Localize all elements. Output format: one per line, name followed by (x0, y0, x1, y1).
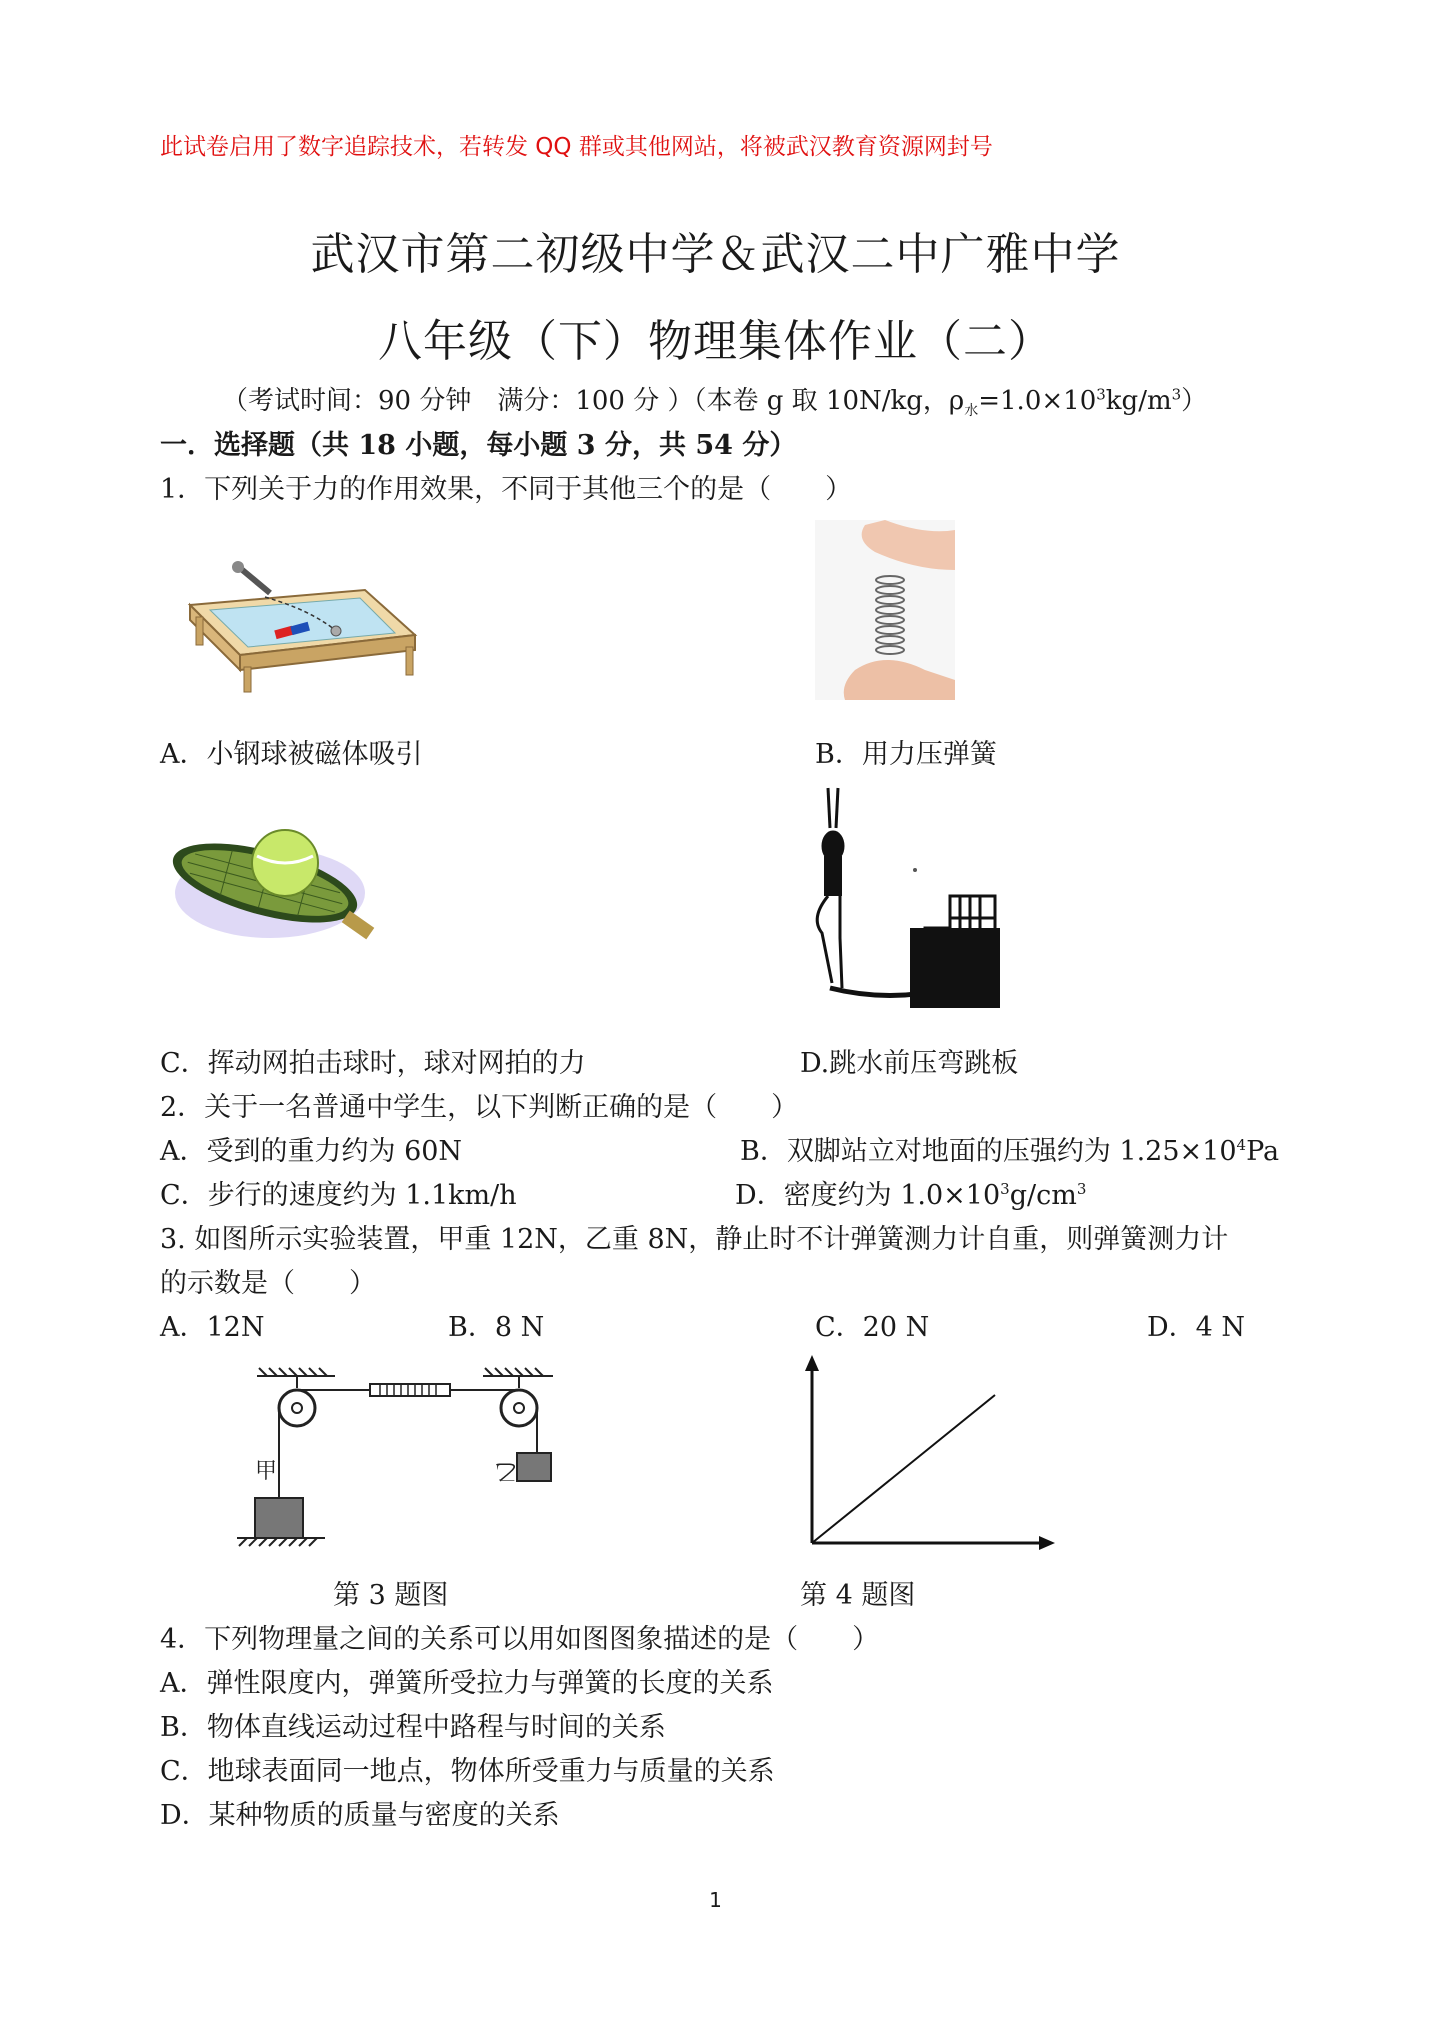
tennis-racket-image (165, 818, 380, 958)
q3-stem-line1: 3. 如图所示实验装置，甲重 12N，乙重 8N，静止时不计弹簧测力计自重，则弹簧测力计 (160, 1224, 1229, 1255)
copyright-warning: 此试卷启用了数字追踪技术，若转发 QQ 群或其他网站，将被武汉教育资源网封号 (160, 134, 993, 160)
label-jia: 甲 (255, 1459, 278, 1484)
q2-option-d: D．密度约为 $1.0\times 10^3g/cm^3$ (735, 1180, 1087, 1211)
q3-option-d: D．4 N (1147, 1312, 1246, 1343)
exam-info: （考试时间：90 分钟 满分：100 分 ）（本卷 g 取 10N/kg，$\rho_水=1.0\times 10^3kg/m^3$） (222, 385, 1208, 420)
school-title: 武汉市第二初级中学＆武汉二中广雅中学 (310, 229, 1121, 280)
q4-option-d: D．某种物质的质量与密度的关系 (160, 1800, 560, 1831)
diving-board-image (800, 788, 1030, 1023)
q1-option-b: B．用力压弹簧 (815, 739, 997, 770)
assignment-title: 八年级（下）物理集体作业（二） (378, 316, 1053, 367)
magnet-table-image (180, 555, 420, 695)
spring-press-image (815, 520, 955, 700)
q4-stem: 4．下列物理量之间的关系可以用如图图象描述的是（ ） (160, 1624, 880, 1655)
q1-option-c: C．挥动网拍击球时，球对网拍的力 (160, 1048, 586, 1079)
q2-option-a: A．受到的重力约为 60N (160, 1136, 463, 1167)
q2-option-b: B．双脚站立对地面的压强约为 $1.25\times 10^4Pa$ (740, 1136, 1280, 1167)
label-yi: 乙 (494, 1458, 517, 1483)
q1-option-a: A．小钢球被磁体吸引 (160, 739, 423, 770)
q4-option-c: C．地球表面同一地点，物体所受重力与质量的关系 (160, 1756, 775, 1787)
q3-option-b: B．8 N (448, 1312, 545, 1343)
q1-stem: 1．下列关于力的作用效果，不同于其他三个的是（ ） (160, 474, 853, 505)
pulley-apparatus-figure (235, 1368, 565, 1563)
q3-stem-line2: 的示数是（ ） (160, 1268, 376, 1299)
q4-linear-graph (800, 1355, 1060, 1555)
q3-option-c: C．20 N (815, 1312, 930, 1343)
q2-option-c: C．步行的速度约为 1.1km/h (160, 1180, 517, 1211)
section-heading: 一．选择题（共 18 小题，每小题 3 分，共 54 分） (160, 430, 797, 461)
q4-option-a: A．弹性限度内，弹簧所受拉力与弹簧的长度的关系 (160, 1668, 774, 1699)
q1-option-d: D.跳水前压弯跳板 (800, 1048, 1019, 1079)
q3-option-a: A．12N (160, 1312, 265, 1343)
q4-option-b: B．物体直线运动过程中路程与时间的关系 (160, 1712, 666, 1743)
q3-figure-caption: 第 3 题图 (333, 1580, 449, 1611)
q4-figure-caption: 第 4 题图 (800, 1580, 916, 1611)
page-number: 1 (709, 1888, 722, 1912)
proportional-line (812, 1395, 995, 1543)
q2-stem: 2．关于一名普通中学生，以下判断正确的是（ ） (160, 1092, 799, 1123)
